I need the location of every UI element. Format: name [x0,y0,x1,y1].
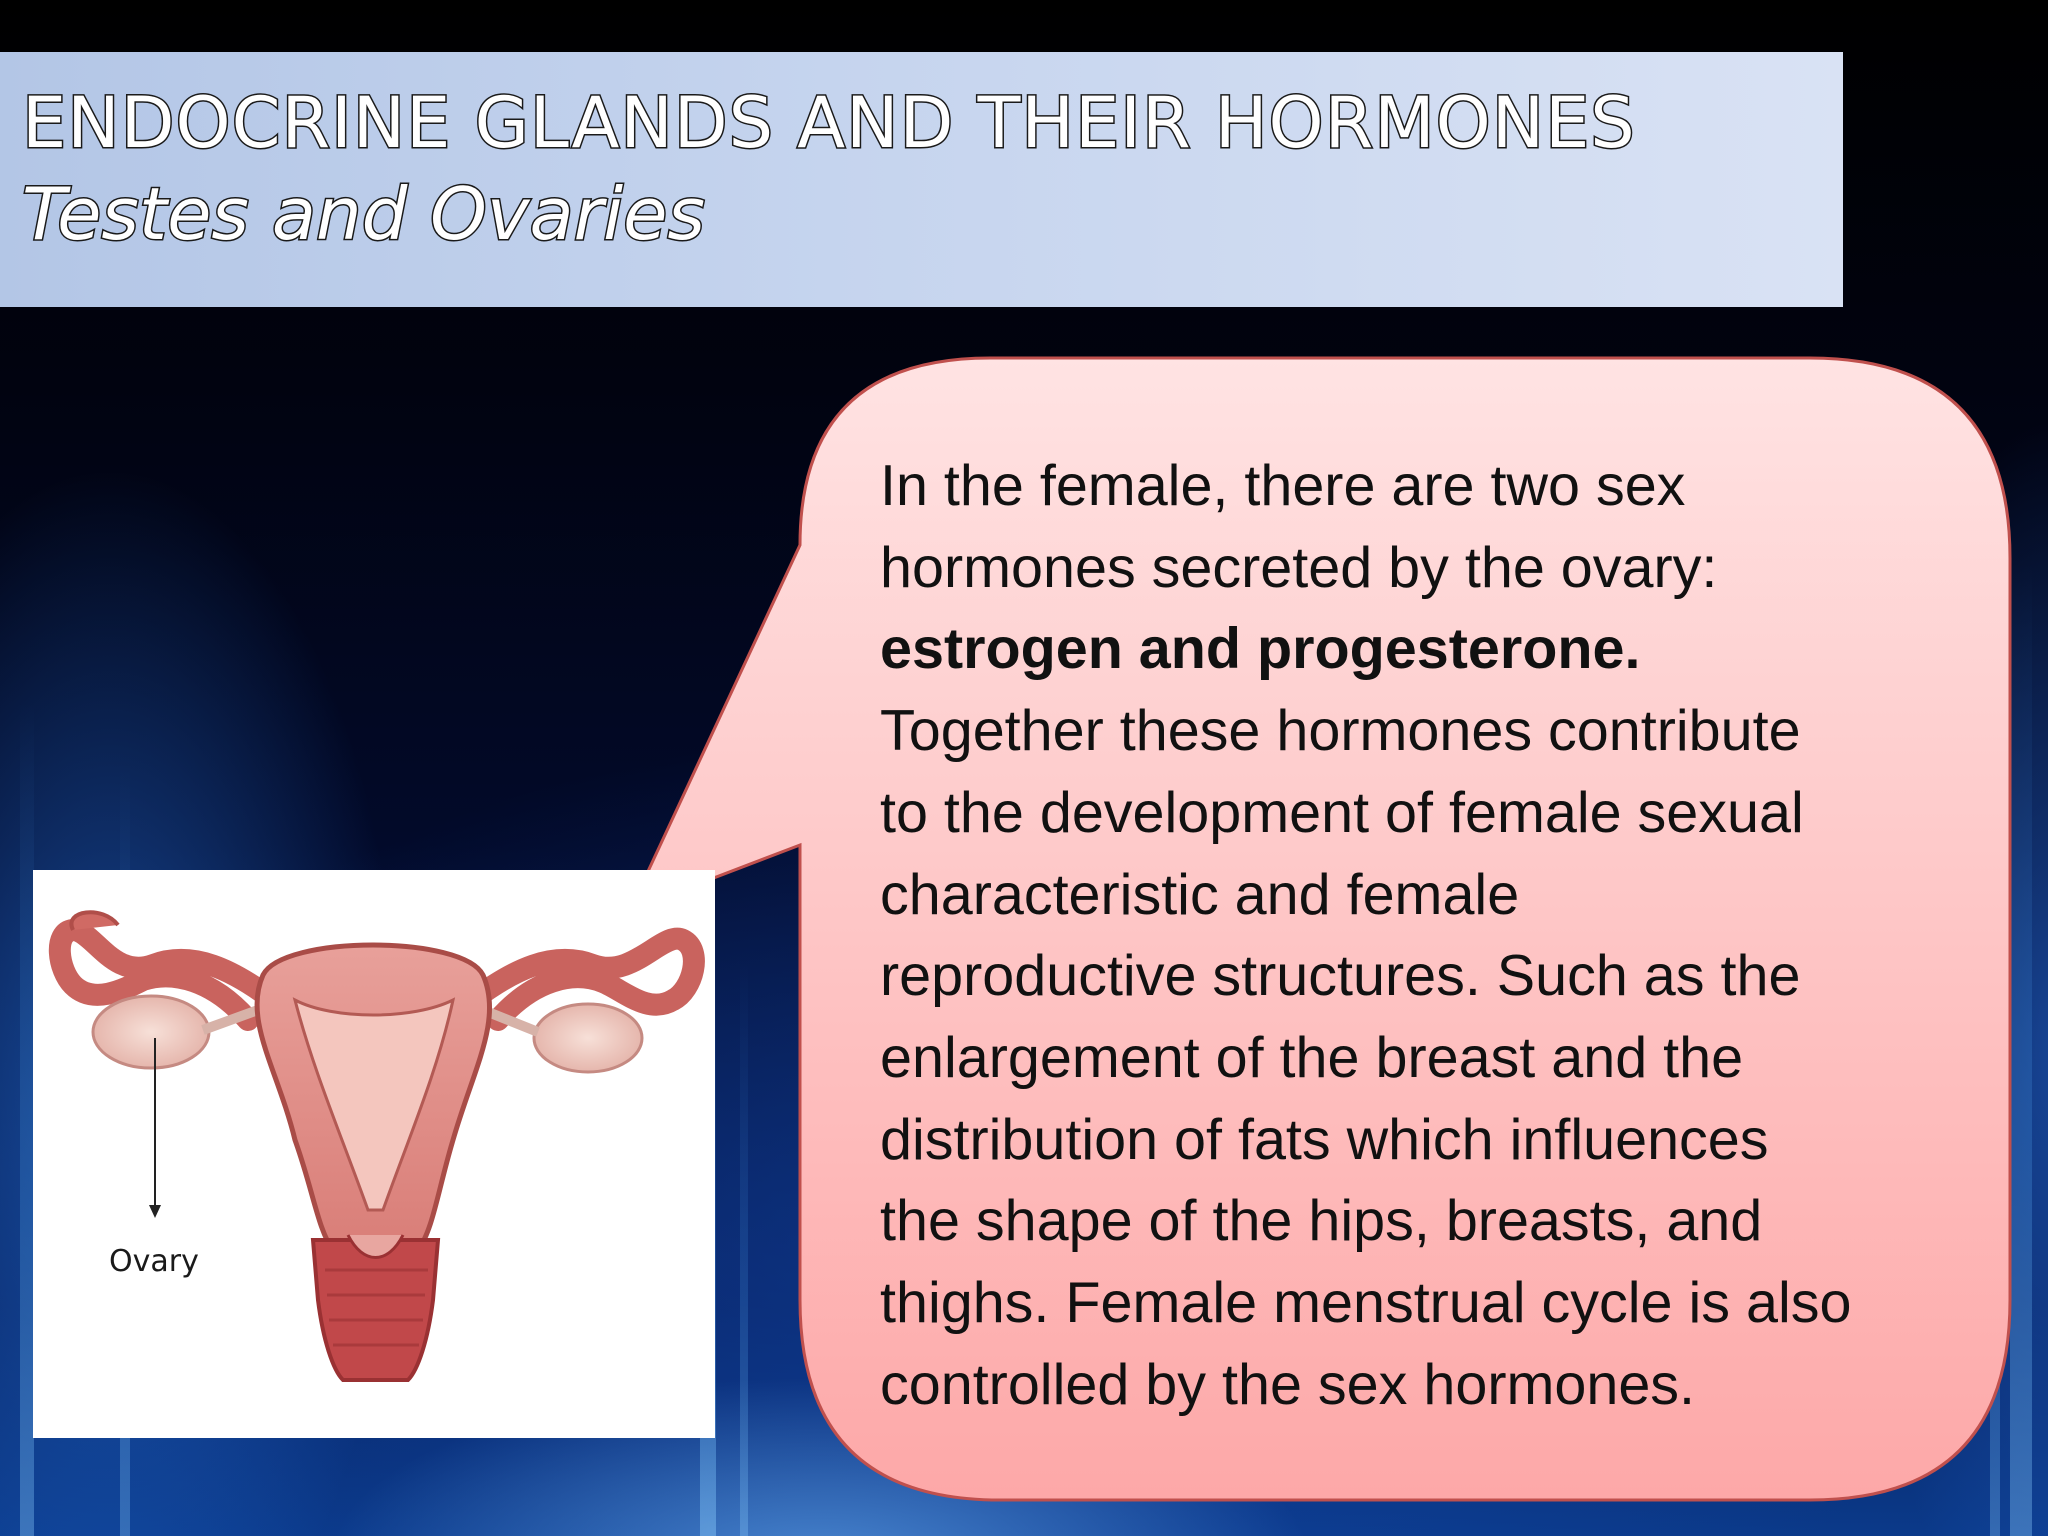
uterus-illustration [33,870,715,1438]
slide-title: ENDOCRINE GLANDS AND THEIR HORMONES [22,82,1636,164]
left-ovary [93,996,209,1068]
callout-line: distribution of fats which influences [880,1107,1769,1172]
callout-line: estrogen and progesterone. [880,617,1641,682]
uterus-ovary-diagram [33,870,715,1438]
callout-line: enlargement of the breast and the [880,1025,1744,1090]
figure-label-ovary: Ovary [109,1244,199,1279]
callout-line: Together these hormones contribute [880,699,1801,764]
callout-line: the shape of the hips, breasts, and [880,1189,1763,1254]
callout-line: to the development of female sexual [880,780,1804,845]
slide-subtitle: Testes and Ovaries [22,172,705,256]
callout-text [880,446,1960,1426]
callout-line: thighs. Female menstrual cycle is also [880,1271,1852,1336]
ovary-pointer-arrowhead [149,1205,161,1218]
callout-line: characteristic and female [880,862,1520,927]
callout-line: reproductive structures. Such as the [880,944,1801,1009]
callout-line: controlled by the sex hormones. [880,1352,1696,1417]
callout-line: hormones secreted by the ovary: [880,535,1718,600]
callout-line: In the female, there are two sex [880,454,1686,518]
right-ovary [534,1004,642,1072]
